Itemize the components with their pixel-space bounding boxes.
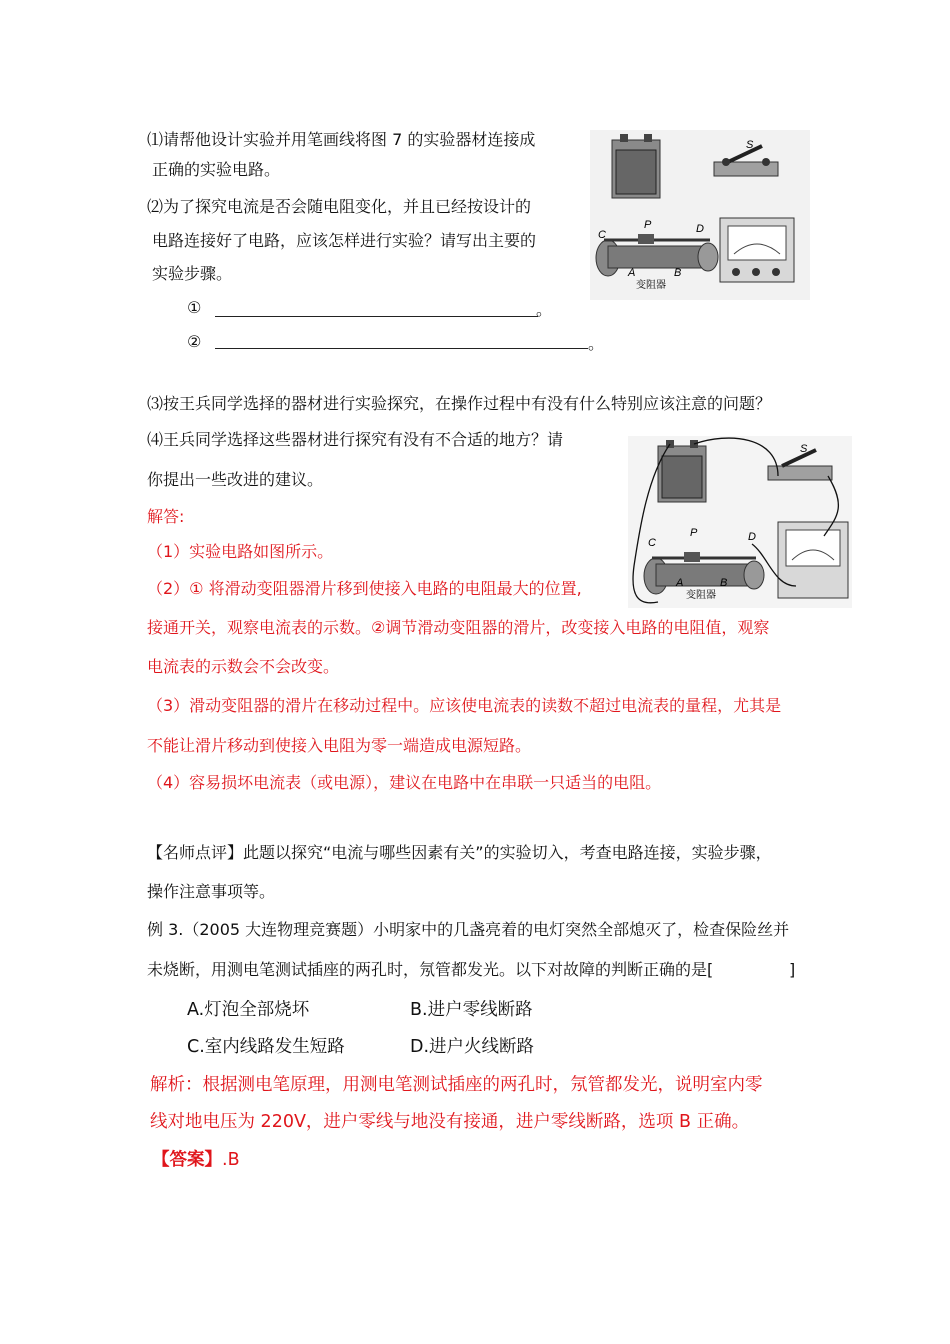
battery-icon [612,134,660,198]
switch-label-s: S [800,443,808,455]
q1-part1-cont: 正确的实验电路。 [152,160,281,179]
analysis: 解析：根据测电笔原理，用测电笔测试插座的两孔时，氖管都发光，说明室内零 [150,1075,763,1095]
answer-2: （2）① 将滑动变阻器滑片移到使接入电路的电阻最大的位置, [147,579,582,598]
review [147,843,772,863]
answer-3-cont: 不能让滑片移动到使接入电阻为零一端造成电源短路。 [147,736,532,755]
q1-part3: ⑶按王兵同学选择的器材进行实验探究，在操作过程中有没有什么特别应该注意的问题？ [147,394,772,413]
wired-circuit-figure [628,436,852,608]
rheostat-label-a: A [628,267,636,279]
review-text: “电流与哪些因素有关”的实验切入，考查电路连接，实验步骤， [323,843,772,862]
answer-4: （4）容易损坏电流表（或电源），建议在电路中在串联一只适当的电阻。 [147,773,662,792]
review-cont: 操作注意事项等。 [147,882,276,901]
option-a: A.灯泡全部烧坏 [187,1000,310,1020]
step1-end: 。 [536,300,553,319]
rheostat-label-d: D [748,531,756,543]
answer-2-cont2: 电流表的示数会不会改变。 [147,657,340,676]
review-lead: 【名师点评】此题以探究 [147,843,324,862]
answer-3: （3）滑动变阻器的滑片在移动过程中。应该使电流表的读数不超过电流表的量程，尤其是 [147,696,782,715]
step2-answer-line [215,348,588,349]
rheostat-label-p: P [690,527,698,539]
rheostat-label-d: D [696,223,704,235]
answer-label: 【答案】 [152,1150,222,1170]
answer-2-cont: 接通开关，观察电流表的示数。②调节滑动变阻器的滑片，改变接入电路的电阻值，观察 [147,618,770,637]
apparatus-figure [590,130,810,300]
step2-end: 。 [588,334,605,353]
ammeter-icon [778,522,848,598]
switch-label-s: S [746,139,754,151]
rheostat-label-b: B [674,267,682,279]
q1-part1: ⑴请帮他设计实验并用笔画线将图 7 的实验器材连接成 [147,130,536,149]
q1-part2-cont: 电路连接好了电路，应该怎样进行实验？请写出主要的 [152,231,537,250]
rheostat-label-b: B [720,577,728,589]
answer-1: （1）实验电路如图所示。 [147,542,334,561]
option-b: B.进户零线断路 [410,1000,533,1020]
battery-icon [658,440,706,502]
rheostat-label-p: P [644,219,652,231]
step1-marker: ① [187,298,202,317]
answer-heading: 解答: [147,507,185,526]
rheostat-caption: 变阻器 [636,280,666,291]
q1-part2: ⑵为了探究电流是否会随电阻变化，并且已经按设计的 [147,197,532,216]
answer-line [152,1150,240,1170]
q1-part4-cont: 你提出一些改进的建议。 [147,470,324,489]
q1-part4: ⑷王兵同学选择这些器材进行探究有没有不合适的地方？请 [147,430,564,449]
rheostat-label-c: C [598,229,606,241]
q1-part2-cont2: 实验步骤。 [152,264,233,283]
ammeter-icon [720,218,794,282]
option-c: C.室内线路发生短路 [187,1037,345,1057]
step2-marker: ② [187,332,202,351]
example3-question-cont: 未烧断，用测电笔测试插座的两孔时，氖管都发光。以下对故障的判断正确的是[ [147,960,714,979]
step1-answer-line [215,316,538,317]
rheostat-caption: 变阻器 [686,590,716,601]
example3-bracket-end: ] [789,960,796,979]
rheostat-label-a: A [676,577,684,589]
answer-value: .B [222,1150,240,1170]
example3-question: 例 3.（2005 大连物理竞赛题）小明家中的几盏亮着的电灯突然全部熄灭了，检查保险丝并 [147,920,790,939]
rheostat-label-c: C [648,537,656,549]
option-d: D.进户火线断路 [410,1037,535,1057]
analysis-cont: 线对地电压为 220V，进户零线与地没有接通，进户零线断路，选项 B 正确。 [150,1112,750,1132]
